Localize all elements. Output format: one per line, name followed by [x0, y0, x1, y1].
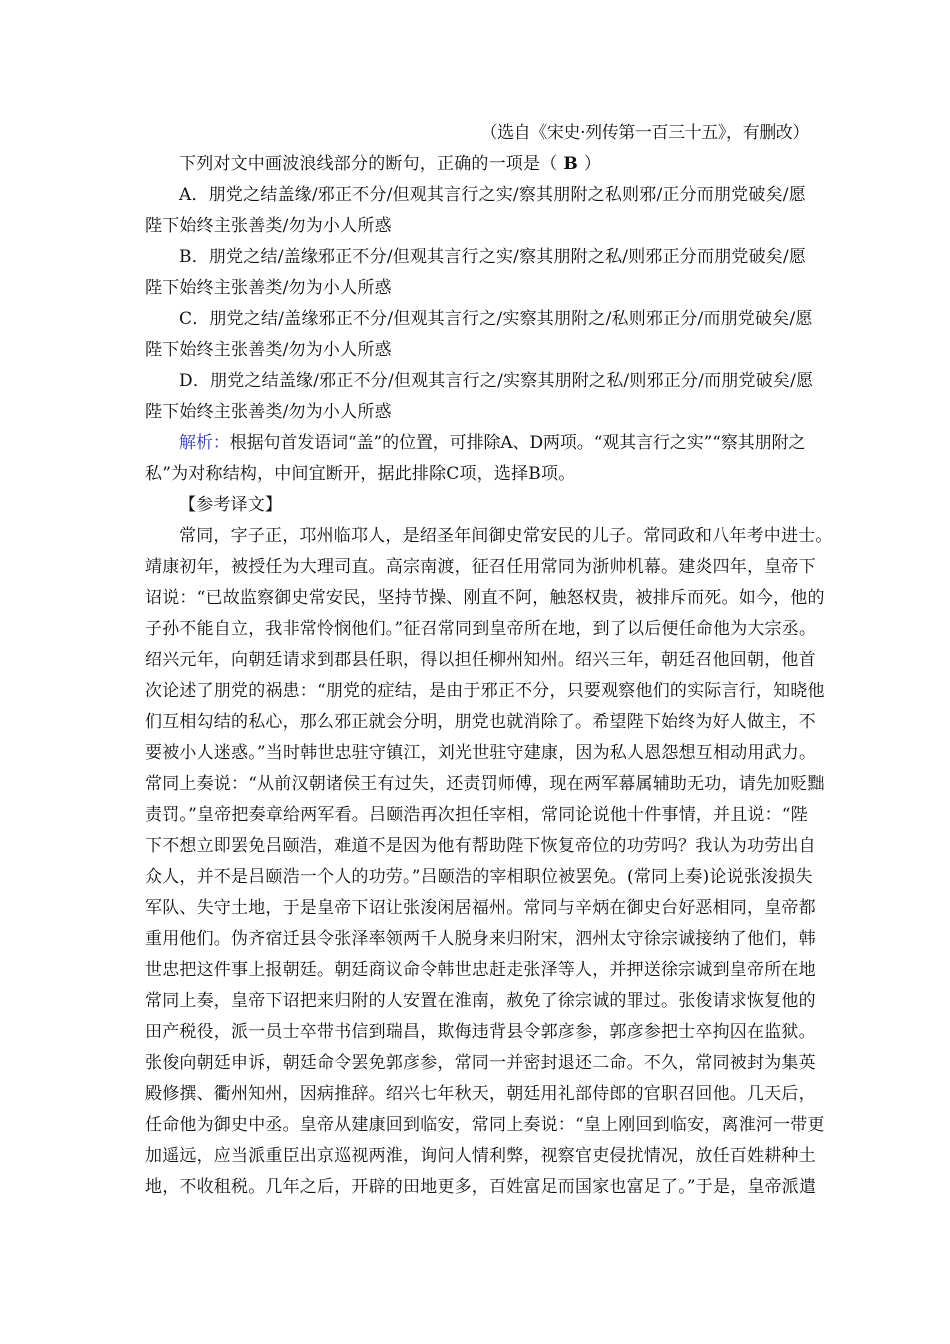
option-c-line2: 陛下始终主张善类/勿为小人所惑 — [145, 340, 392, 360]
translation-line: 靖康初年，被授任为大理司直。高宗南渡，征召任用常同为浙帅机幕。建炎四年，皇帝下 — [145, 557, 816, 577]
translation-line: 加遥远，应当派重臣出京巡视两淮，询问人情利弊，视察官吏侵扰情况，放任百姓耕种土 — [145, 1146, 816, 1166]
translation-line: 责罚。”皇帝把奏章给两军看。吕颐浩再次担任宰相，常同论说他十件事情，并且说：“陛 — [145, 805, 808, 825]
translation-line: 常同上奏说：“从前汉朝诸侯王有过失，还责罚师傅，现在两军幕属辅助无功，请先加贬黜 — [145, 774, 825, 794]
translation-line: 世忠把这件事上报朝廷。朝廷商议命令韩世忠赶走张泽等人，并押送徐宗诚到皇帝所在地 — [145, 960, 816, 980]
option-a-line2: 陛下始终主张善类/勿为小人所惑 — [145, 216, 392, 236]
translation-line: 殿修撰、衢州知州，因病推辞。绍兴七年秋天，朝廷用礼部侍郎的官职召回他。几天后， — [145, 1084, 816, 1104]
analysis-line2: 私”为对称结构，中间宜断开，据此排除C项，选择B项。 — [145, 464, 576, 484]
analysis-line1 — [179, 428, 805, 458]
translation-line: 要被小人迷惑。”当时韩世忠驻守镇江，刘光世驻守建康，因为私人恩怨想互相动用武力。 — [145, 743, 817, 763]
option-b-line2: 陛下始终主张善类/勿为小人所惑 — [145, 278, 392, 298]
translation-line: 次论述了朋党的祸患：“朋党的症结，是由于邪正不分，只要观察他们的实际言行，知晓他 — [145, 681, 825, 701]
analysis-text: 根据句首发语词“盖”的位置，可排除A、D两项。“观其言行之实”“察其朋附之 — [229, 433, 806, 453]
translation-line: 田产税役，派一员士卒带书信到瑞昌，欺侮违背县令郭彦参，郭彦参把士卒拘囚在监狱。 — [145, 1022, 816, 1042]
question-stem-text: 下列对文中画波浪线部分的断句，正确的一项是（ — [179, 154, 558, 174]
option-b-line1: B．朋党之结/盖缘邪正不分/但观其言行之实/察其朋附之私/则邪正分而朋党破矣/愿 — [179, 247, 807, 267]
translation-line: 常同，字子正，邛州临邛人，是绍圣年间御史常安民的儿子。常同政和八年考中进士。 — [179, 526, 833, 546]
translation-line: 地，不收租税。几年之后，开辟的田地更多，百姓富足而国家也富足了。”于是，皇帝派遣 — [145, 1177, 817, 1197]
translation-heading: 【参考译文】 — [179, 495, 283, 515]
answer-letter: B — [563, 154, 578, 174]
translation-line: 们互相勾结的私心，那么邪正就会分明，朋党也就消除了。希望陛下始终为好人做主，不 — [145, 712, 816, 732]
translation-line: 众人，并不是吕颐浩一个人的功劳。”吕颐浩的宰相职位被罢免。(常同上奏)论说张浚损失 — [145, 867, 813, 887]
translation-line: 诏说：“已故监察御史常安民，坚持节操、刚直不阿，触怒权贵，被排斥而死。如今，他的 — [145, 588, 825, 608]
translation-line: 下不想立即罢免吕颐浩，难道不是因为他有帮助陛下恢复帝位的功劳吗？我认为功劳出自 — [145, 836, 816, 856]
source-citation: （选自《宋史·列传第一百三十五》，有删改） — [480, 123, 809, 143]
option-c-line1: C．朋党之结/盖缘邪正不分/但观其言行之/实察其朋附之/私则邪正分/而朋党破矣/愿 — [179, 309, 813, 329]
analysis-label: 解析： — [179, 433, 230, 453]
option-d-line2: 陛下始终主张善类/勿为小人所惑 — [145, 402, 392, 422]
option-d-line1: D．朋党之结盖缘/邪正不分/但观其言行之/实察其朋附之私/则邪正分/而朋党破矣/愿 — [179, 371, 814, 391]
translation-line: 军队、失守土地，于是皇帝下诏让张浚闲居福州。常同与辛炳在御史台好恶相同，皇帝都 — [145, 898, 816, 918]
translation-line: 子孙不能自立，我非常怜悯他们。”征召常同到皇帝所在地，到了以后便任命他为大宗丞。 — [145, 619, 817, 639]
option-a-line1: A．朋党之结盖缘/邪正不分/但观其言行之实/察其朋附之私则邪/正分而朋党破矣/愿 — [179, 185, 806, 205]
question-stem — [179, 149, 805, 179]
translation-line: 常同上奏，皇帝下诏把来归附的人安置在淮南，赦免了徐宗诚的罪过。张俊请求恢复他的 — [145, 991, 816, 1011]
translation-line: 张俊向朝廷申诉，朝廷命令罢免郭彦参，常同一并密封退还二命。不久，常同被封为集英 — [145, 1053, 816, 1073]
translation-line: 重用他们。伪齐宿迁县令张泽率领两千人脱身来归附宋，泗州太守徐宗诚接纳了他们，韩 — [145, 929, 816, 949]
translation-line: 任命他为御史中丞。皇帝从建康回到临安，常同上奏说：“皇上刚回到临安，离淮河一带更 — [145, 1115, 825, 1135]
question-stem-close: ） — [583, 154, 602, 174]
translation-line: 绍兴元年，向朝廷请求到郡县任职，得以担任柳州知州。绍兴三年，朝廷召他回朝，他首 — [145, 650, 816, 670]
